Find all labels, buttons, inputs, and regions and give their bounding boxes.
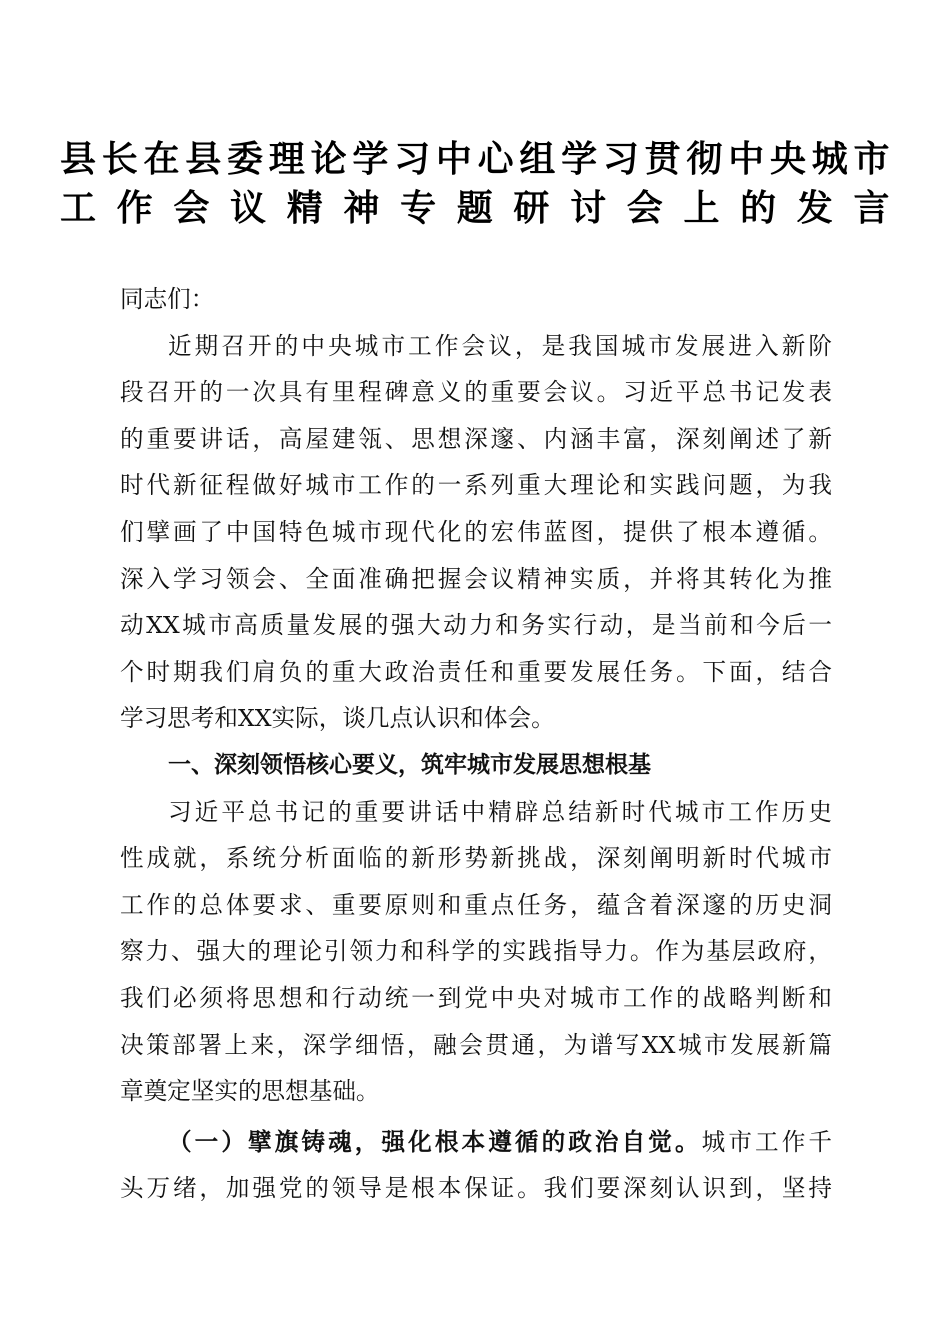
document-title <box>60 135 890 233</box>
text-line: 个时期我们肩负的重大政治责任和重要发展任务。下面，结合 <box>120 657 832 686</box>
text-line: 头万绪，加强党的领导是根本保证。我们要深刻认识到，坚持 <box>120 1174 832 1203</box>
text-line: 察力、强大的理论引领力和科学的实践指导力。作为基层政府， <box>120 937 832 966</box>
section-heading-text: 一、深刻领悟核心要义，筑牢城市发展思想根基 <box>168 751 651 778</box>
text-line: 的重要讲话，高屋建瓴、思想深邃、内涵丰富，深刻阐述了新 <box>120 424 832 453</box>
document-body <box>120 276 832 1212</box>
text-line: 段召开的一次具有里程碑意义的重要会议。习近平总书记发表 <box>120 378 832 407</box>
text-line: 深入学习领会、全面准确把握会议精神实质，并将其转化为推 <box>120 564 832 593</box>
paragraph-section-1 <box>120 789 832 1115</box>
text-line: 决策部署上来，深学细悟，融会贯通，为谱写XX城市发展新篇 <box>120 1030 832 1059</box>
salutation-text: 同志们： <box>120 285 215 313</box>
subsection-text: 城市工作千 <box>701 1127 832 1156</box>
text-line: 章奠定坚实的思想基础。 <box>120 1077 380 1106</box>
paragraph-intro <box>120 323 832 742</box>
text-line: 学习思考和XX实际，谈几点认识和体会。 <box>120 704 555 733</box>
text-line: 性成就，系统分析面临的新形势新挑战，深刻阐明新时代城市 <box>120 844 832 873</box>
text-line: 习近平总书记的重要讲话中精辟总结新时代城市工作历史 <box>168 797 832 826</box>
text-line <box>120 1119 832 1166</box>
text-line: 我们必须将思想和行动统一到党中央对城市工作的战略判断和 <box>120 983 832 1012</box>
text-line: 们擘画了中国特色城市现代化的宏伟蓝图，提供了根本遵循。 <box>120 517 832 546</box>
text-line: 动XX城市高质量发展的强大动力和务实行动，是当前和今后一 <box>120 611 832 640</box>
text-line: 近期召开的中央城市工作会议，是我国城市发展进入新阶 <box>168 331 832 360</box>
subsection-heading: （一）擘旗铸魂，强化根本遵循的政治自觉。 <box>168 1127 702 1156</box>
title-line: 县长在县委理论学习中心组学习贯彻中央城市 <box>60 138 890 180</box>
title-line: 工作会议精神专题研讨会上的发言 <box>60 187 890 229</box>
paragraph-subsection-1 <box>120 1119 832 1212</box>
text-line: 工作的总体要求、重要原则和重点任务，蕴含着深邃的历史洞 <box>120 890 832 919</box>
text-line: 时代新征程做好城市工作的一系列重大理论和实践问题，为我 <box>120 471 832 500</box>
salutation <box>120 276 832 323</box>
section-heading <box>120 742 832 789</box>
